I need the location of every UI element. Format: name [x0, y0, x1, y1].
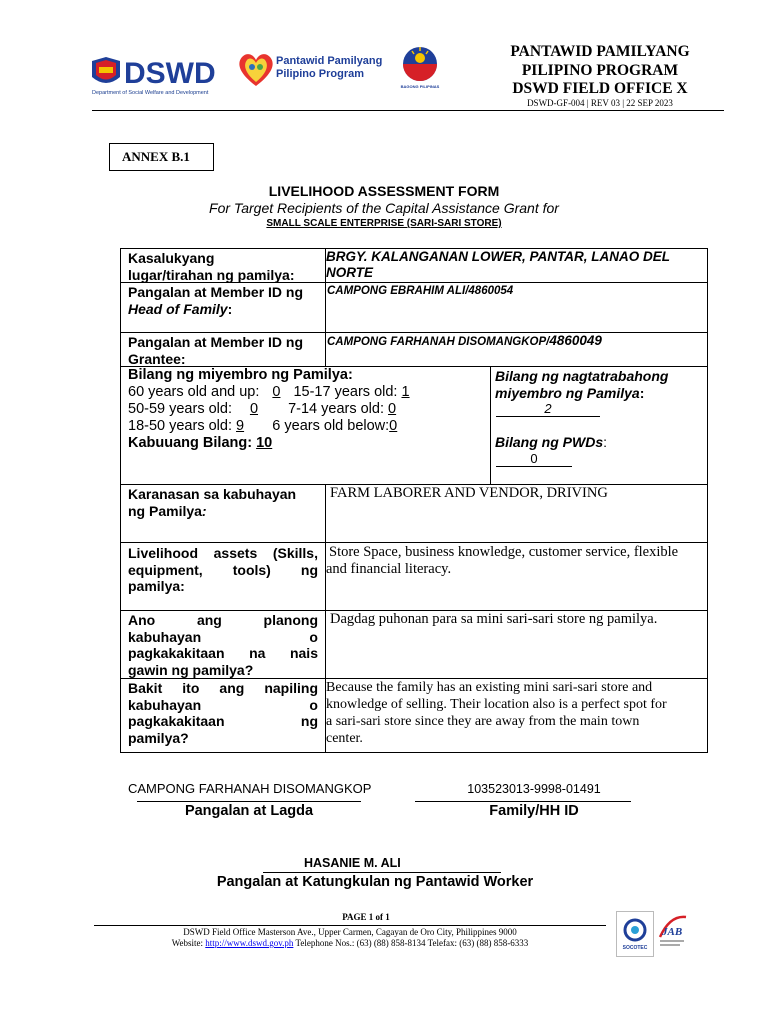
row-divider [120, 542, 708, 543]
grantee-label-line1: Pangalan at Member ID ng [128, 334, 304, 350]
experience-colon: : [201, 502, 207, 519]
table-divider-members [490, 367, 491, 484]
jab-accreditation-badge [656, 911, 688, 955]
pwd-label-text: Bilang ng PWDs [495, 434, 604, 450]
working-label-line1: Bilang ng nagtatrabahong [495, 368, 669, 384]
grantee-label-line2: Grantee: [128, 350, 186, 367]
assets-value-line2: and financial literacy. [326, 561, 452, 577]
org-title [470, 43, 730, 99]
experience-label-line2: ng Pamilya [128, 502, 202, 519]
total-value: 10 [256, 435, 273, 451]
age-50-59-label: 50-59 years old: [128, 401, 232, 417]
dswd-logo-text: DSWD [124, 57, 216, 90]
grantee-signature-caption: Pangalan at Lagda [184, 803, 314, 819]
location-label [128, 250, 294, 283]
assets-value-line1: Store Space, business knowledge, customer service, flexible [329, 544, 679, 560]
age-7-14-value: 0 [388, 401, 397, 417]
members-total [128, 435, 417, 452]
reason-label-line1: Bakit ito ang napiling [128, 680, 318, 696]
age-15-17-label: 15-17 years old: [293, 384, 398, 400]
seal-caption: BAGONG PILIPINAS [400, 84, 440, 89]
worker-signature-line [263, 872, 501, 873]
grantee-value [327, 333, 602, 348]
plan-label-line1: Ano ang planong [128, 612, 318, 628]
table-border-bottom [120, 752, 708, 753]
socotec-certification-badge [616, 911, 654, 957]
form-subtitle-program: SMALL SCALE ENTERPRISE (SARI-SARI STORE) [266, 218, 502, 229]
socotec-label: SOCOTEC [622, 945, 648, 951]
reason-label-line2: kabuhayan o [128, 696, 318, 713]
form-title: LIVELIHOOD ASSESSMENT FORM [268, 183, 500, 199]
head-label-line1: Pangalan at Member ID ng [128, 284, 304, 300]
worker-caption: Pangalan at Katungkulan ng Pantawid Worker [216, 874, 534, 890]
footer-divider [94, 925, 606, 926]
worker-name: HASANIE M. ALI [304, 856, 401, 870]
age-60-value: 0 [272, 384, 281, 400]
members-row-60 [128, 384, 417, 401]
reason-value-line4: center. [326, 731, 363, 746]
reason-value-line3: a sari-sari store since they are away from the main town [326, 714, 640, 729]
plan-value: Dagdag puhonan para sa mini sari-sari store ng pamilya. [330, 611, 658, 627]
members-block [128, 367, 417, 452]
annex-label: ANNEX B.1 [109, 143, 214, 171]
location-label-line1: Kasalukyang [128, 250, 215, 266]
plan-label-line3: pagkakakitaan na nais [128, 645, 318, 661]
footer-telephone: Telephone Nos.: (63) (88) 858-8134 Telefax: (63) (88) 858-6333 [293, 938, 529, 948]
org-title-line2: PILIPINO PROGRAM [521, 61, 679, 79]
working-label-line2: miyembro ng Pamilya [495, 384, 640, 401]
household-id-caption: Family/HH ID [489, 803, 579, 819]
org-title-line1: PANTAWID PAMILYANG [510, 43, 690, 60]
form-subtitle: For Target Recipients of the Capital Assistance Grant for [209, 200, 559, 216]
grantee-label [128, 334, 303, 367]
pwd-label [495, 434, 607, 450]
assets-label [128, 545, 318, 595]
location-label-line2: lugar/tirahan ng pamilya: [128, 266, 295, 283]
pantawid-logo [236, 50, 391, 90]
plan-label-line4: gawin ng pamilya? [128, 661, 254, 678]
website-label: Website: [171, 938, 206, 948]
grantee-member-id: 4860049 [549, 333, 602, 348]
location-value: BRGY. KALANGANAN LOWER, PANTAR, LANAO DEL NORTE [326, 249, 670, 280]
reason-value [326, 679, 706, 747]
head-label-line2: Head of Family [128, 300, 228, 317]
household-id-value: 103523013-9998-01491 [467, 782, 601, 796]
total-label: Kabuuang Bilang: [128, 435, 253, 451]
website-link[interactable]: http://www.dswd.gov.ph [205, 938, 294, 948]
age-60-label: 60 years old and up: [128, 384, 260, 400]
org-title-line3: DSWD FIELD OFFICE X [512, 80, 688, 97]
form-code: DSWD-GF-004 | REV 03 | 22 SEP 2023 [527, 98, 673, 108]
working-members-label [495, 368, 668, 401]
age-15-17-value: 1 [401, 384, 410, 400]
members-heading: Bilang ng miyembro ng Pamilya: [128, 367, 353, 383]
age-50-59-value: 0 [249, 401, 259, 417]
reason-label-line3: pagkakakitaan ng [128, 713, 318, 729]
footer-address: DSWD Field Office Masterson Ave., Upper Carmen, Cagayan de Oro City, Philippines 9000 [183, 927, 517, 937]
experience-value: FARM LABORER AND VENDOR, DRIVING [330, 485, 608, 501]
pwd-value: 0 [496, 451, 572, 467]
reason-value-line2: knowledge of selling. Their location also is a perfect spot for [326, 697, 667, 712]
reason-value-line1: Because the family has an existing mini sari-sari store and [326, 680, 653, 695]
age-6-below-label: 6 years old below: [272, 418, 390, 434]
age-18-50-value: 9 [236, 418, 245, 434]
assets-value [326, 544, 704, 578]
reason-label-line4: pamilya? [128, 729, 189, 746]
age-18-50-label: 18-50 years old: [128, 418, 232, 434]
members-row-18 [128, 418, 417, 435]
assets-label-line2: equipment, tools) ng [128, 561, 318, 578]
working-members-value: 2 [496, 401, 600, 417]
header-divider [92, 110, 724, 111]
grantee-signature-name: CAMPONG FARHANAH DISOMANGKOP [128, 781, 372, 796]
age-7-14-label: 7-14 years old: [288, 401, 384, 417]
members-row-50 [128, 401, 417, 418]
age-6-below-value: 0 [389, 418, 398, 434]
household-id-line [415, 801, 631, 802]
pantawid-logo-line2: Pilipino Program [276, 68, 365, 80]
grantee-name: CAMPONG FARHANAH DISOMANGKOP/ [327, 336, 550, 348]
experience-label-line1: Karanasan sa kabuhayan [128, 486, 297, 502]
footer-contact [94, 938, 606, 948]
experience-label [128, 486, 296, 519]
assets-label-line1: Livelihood assets (Skills, [128, 545, 318, 561]
plan-label-line2: kabuhayan o [128, 628, 318, 645]
page-number: PAGE 1 of 1 [342, 912, 390, 922]
head-label-colon: : [227, 300, 233, 317]
dswd-logo-subtitle: Department of Social Welfare and Development [92, 90, 209, 96]
head-of-family-label [128, 284, 303, 317]
bagong-pilipinas-seal [398, 44, 442, 90]
assets-label-line3: pamilya: [128, 578, 185, 594]
head-of-family-value: CAMPONG EBRAHIM ALI/4860054 [327, 285, 514, 297]
jab-label: JAB [662, 926, 683, 938]
grantee-signature-line [137, 801, 361, 802]
pwd-colon: : [603, 434, 608, 450]
working-colon: : [639, 384, 645, 401]
pantawid-logo-line1: Pantawid Pamilyang [276, 55, 383, 67]
reason-label [128, 680, 318, 746]
plan-label [128, 612, 318, 678]
